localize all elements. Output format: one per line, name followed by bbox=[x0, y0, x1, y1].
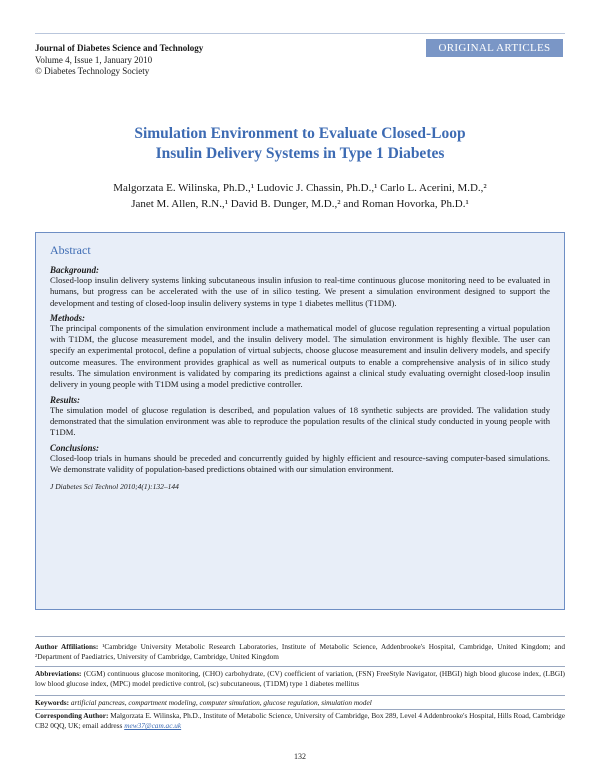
results-label: Results: bbox=[50, 394, 81, 405]
keywords-footnote bbox=[35, 698, 565, 708]
footnote-divider bbox=[35, 709, 565, 710]
abstract-heading: Abstract bbox=[50, 243, 91, 257]
header-rule bbox=[35, 33, 565, 34]
abbreviations-footnote bbox=[35, 669, 565, 689]
citation: J Diabetes Sci Technol 2010;4(1):132–144 bbox=[50, 482, 179, 492]
methods-label: Methods: bbox=[50, 312, 86, 323]
journal-copyright: © Diabetes Technology Society bbox=[35, 66, 150, 76]
abstract-box bbox=[35, 232, 565, 610]
article-title bbox=[35, 124, 565, 164]
section-badge: ORIGINAL ARTICLES bbox=[426, 39, 563, 57]
journal-name: Journal of Diabetes Science and Technology bbox=[35, 43, 204, 53]
footnote-divider bbox=[35, 666, 565, 667]
footnote-divider bbox=[35, 695, 565, 696]
results-text: The simulation model of glucose regulation is described, and population values of 18 synthetic subjects are provided. The validation study demonstrated that the simulation environment was able to reproduce the population results of the clinical study conducted in young people with T1DM. bbox=[50, 404, 550, 438]
title-line-2: Insulin Delivery Systems in Type 1 Diabetes bbox=[155, 145, 445, 162]
keywords-label: Keywords: bbox=[35, 698, 70, 707]
methods-text: The principal components of the simulation environment include a mathematical model of glucose regulation representing a virtual population with T1DM, the glucose measurement model, and the insulin delivery model. The simulation environment is highly flexible. The user can specify an experimental protocol, define a population of virtual subjects, choose glucose measurement and insulin delivery models, and specify outcome measures. The environment provides graphical as well as numerical outputs to enable a comprehensive analysis of in silico study results. The simulation environment is validated by comparing its predictions against a clinical study evaluating overnight closed-loop insulin delivery in young people with T1DM using a model predictive controller. bbox=[50, 322, 550, 390]
abbreviations-label: Abbreviations: bbox=[35, 669, 82, 678]
corresponding-label: Corresponding Author: bbox=[35, 711, 109, 720]
abbreviations-text: (CGM) continuous glucose monitoring, (CHO) carbohydrate, (CV) coefficient of variation, (FSN) FreeStyle Navigator, (HBGI) high blood glucose index, (LBGI) low blood glucose index, (MPC) model predictive control, (sc) subcutaneous, (T1DM) type 1 diabetes mellitus bbox=[35, 669, 565, 688]
authors-line-2: Janet M. Allen, R.N.,¹ David B. Dunger, M.D.,² and Roman Hovorka, Ph.D.¹ bbox=[131, 198, 469, 210]
conclusions-text: Closed-loop trials in humans should be preceded and concurrently guided by highly efficient and resource-saving computer-based simulations. We demonstrate validity of population-based predictions obtained with our simulation environment. bbox=[50, 452, 550, 474]
page-number: 132 bbox=[294, 752, 306, 761]
conclusions-label: Conclusions: bbox=[50, 442, 100, 453]
background-label: Background: bbox=[50, 265, 100, 275]
corresponding-text: Malgorzata E. Wilinska, Ph.D., Institute of Metabolic Science, University of Cambridge, Box 289, Level 4 Addenbrooke's Hospital, Hills Road, Cambridge CB2 0QQ, UK; email address bbox=[35, 711, 565, 730]
authors-line-1: Malgorzata E. Wilinska, Ph.D.,¹ Ludovic J. Chassin, Ph.D.,¹ Carlo L. Acerini, M.D.,² bbox=[113, 182, 487, 194]
keywords-text: artificial pancreas, compartment modeling, computer simulation, glucose regulation, simulation model bbox=[70, 698, 372, 707]
email-link[interactable]: mew37@cam.ac.uk bbox=[124, 721, 182, 730]
affiliations-text: ¹Cambridge University Metabolic Research Laboratories, Institute of Metabolic Science, Addenbrooke's Hospital, Cambridge, United Kingdom; and ²Department of Paediatrics, University of Cambridge, Cambridge, United Kingdom bbox=[35, 642, 565, 661]
journal-volume: Volume 4, Issue 1, January 2010 bbox=[35, 54, 153, 65]
title-line-1: Simulation Environment to Evaluate Closed-Loop bbox=[134, 125, 466, 142]
footnote-rule bbox=[35, 636, 565, 637]
author-list bbox=[35, 180, 565, 212]
affiliations-label: Author Affiliations: bbox=[35, 642, 99, 651]
corresponding-footnote bbox=[35, 711, 565, 731]
affiliations-footnote bbox=[35, 642, 565, 662]
background-text: Closed-loop insulin delivery systems linking subcutaneous insulin infusion to real-time continuous glucose monitoring need to be evaluated in humans, but progress can be accelerated with the use of in silico testing. We present a simulation environment designed to support the development and testing of closed-loop insulin delivery systems in type 1 diabetes mellitus (T1DM). bbox=[50, 275, 550, 308]
journal-header bbox=[35, 43, 203, 78]
